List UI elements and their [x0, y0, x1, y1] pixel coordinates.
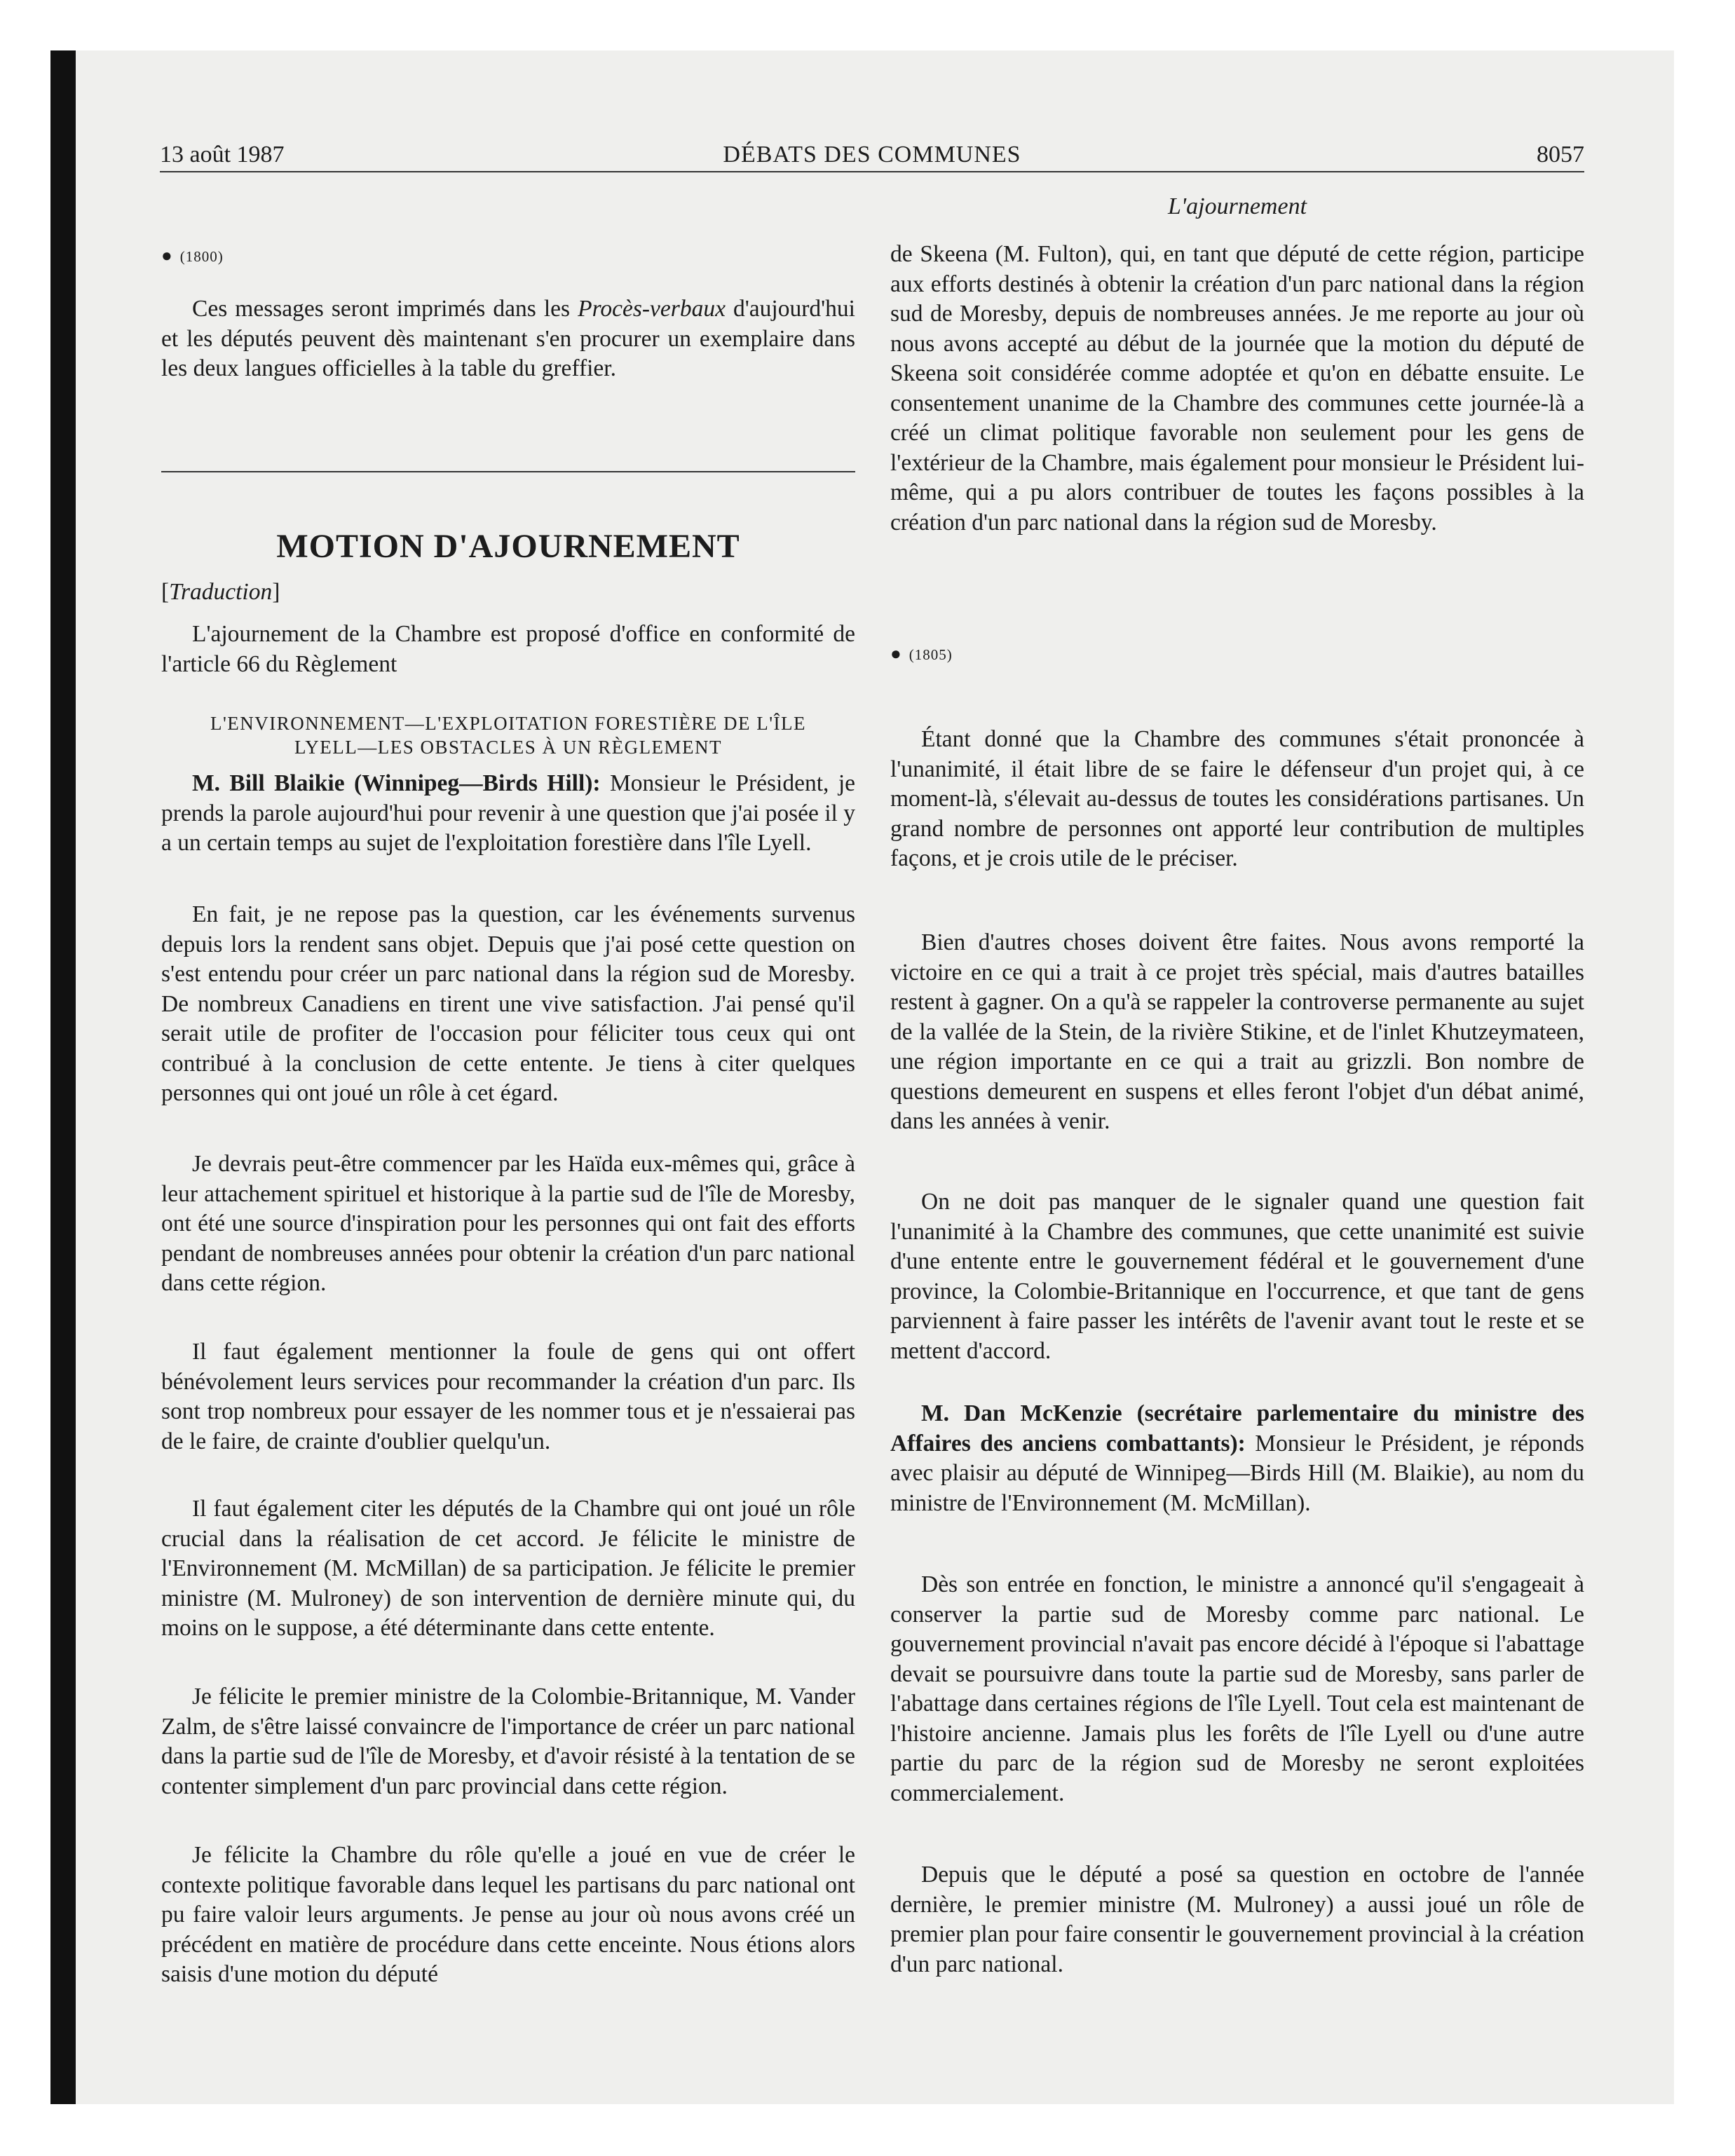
- header-publication: DÉBATS DES COMMUNES: [723, 142, 1021, 168]
- paragraph-unanimite: Étant donné que la Chambre des communes s'était prononcée à l'unanimité, il était libre de se faire le défenseur d'un projet qui, à ce moment-là, s'élevait au-dessus de toutes les considérations partisanes. Un grand nombre de personnes ont apporté leur contribution de multiples façons, et je crois utile de le préciser.: [890, 726, 1584, 871]
- speaker-blaikie: M. Bill Blaikie (Winnipeg—Birds Hill):: [192, 770, 601, 796]
- topic-heading-line-2: LYELL—LES OBSTACLES À UN RÈGLEMENT: [294, 737, 723, 758]
- paragraph-blaikie-4: Il faut également mentionner la foule de gens qui ont offert bénévolement leurs services pour recommander la création d'un parc. Ils sont trop nombreux pour essayer de les nommer tous et je n'essaierai pas de le faire, de crainte d'oublier quelqu'un.: [161, 1339, 855, 1454]
- paragraph-blaikie-3: Je devrais peut-être commencer par les Haïda eux-mêmes qui, grâce à leur attachement spirituel et historique à la partie sud de l'île de Moresby, ont été une source d'inspiration pour les personnes qui ont fait des efforts pendant de nombreuses années pour obtenir la création d'un parc national dans cette région.: [161, 1151, 855, 1296]
- paragraph-mckenzie-intro: [890, 1399, 1584, 1518]
- paragraph-adjournment: L'ajournement de la Chambre est proposé d'office en conformité de l'article 66 du Règlement: [161, 621, 855, 677]
- bracket-open: [: [161, 579, 170, 605]
- time-marker-label: (1805): [909, 646, 953, 663]
- paragraph-messages: [161, 294, 855, 384]
- para1-italic: Procès-verbaux: [578, 296, 726, 322]
- paragraph-blaikie-7: Je félicite la Chambre du rôle qu'elle a joué en vue de créer le contexte politique favorable dans lequel les partisans du parc national ont pu faire valoir leurs arguments. Je pense au jour où nous avons créé un précédent en matière de procédure dans cette enceinte. Nous étions alors saisis d'une motion du député: [161, 1842, 855, 1987]
- paragraph-mckenzie-2: Dès son entrée en fonction, le ministre a annoncé qu'il s'engageait à conserver la partie sud de Moresby comme parc national. Le gouvernement provincial n'avait pas encore décidé à l'époque si l'abattage devait se poursuivre dans toute la partie sud de Moresby, sans parler de l'abattage dans certaines régions de l'île Lyell. Tout cela est maintenant de l'histoire ancienne. Jamais plus les forêts de l'île Lyell ou d'une autre partie du parc de la région sud de Moresby ne seront exploitées commercialement.: [890, 1571, 1584, 1806]
- para1-text-post: d'aujourd'hui et les députés peuvent dès maintenant s'en procurer un exemplaire dans les deux langues officielles à la table du greffier.: [161, 296, 855, 381]
- column-subhead: L'ajournement: [1167, 193, 1307, 219]
- para1-text: Ces messages seront imprimés dans les: [192, 296, 578, 322]
- paragraph-autres-choses: Bien d'autres choses doivent être faites. Nous avons remporté la victoire en ce qui a trait à ce projet très spécial, mais d'autres batailles restent à gagner. On a qu'à se rappeler la controverse permanente au sujet de la vallée de la Stein, de la rivière Stikine, et de l'inlet Khutzeymateen, une région importante en ce qui a trait au grizzli. Bon nombre de questions demeurent en suspens et elles feront l'objet d'un débat animé, dans les années à venir.: [890, 929, 1584, 1134]
- topic-heading: [161, 711, 855, 759]
- bullet-icon: ●: [161, 245, 173, 266]
- bullet-icon: ●: [890, 643, 902, 664]
- paragraph-blaikie-intro: [161, 769, 855, 859]
- mckenzie-text: Monsieur le Président, je réponds avec plaisir au député de Winnipeg—Birds Hill (M. Blaikie), au nom du ministre de l'Environnement (M. McMillan).: [890, 1430, 1584, 1516]
- traduction-note: [161, 578, 855, 608]
- time-marker-1805: [890, 638, 1584, 670]
- section-title: MOTION D'AJOURNEMENT: [276, 528, 740, 565]
- blaikie-text: Monsieur le Président, je prends la parole aujourd'hui pour revenir à une question que j'ai posée il y a un certain temps au sujet de l'exploitation forestière dans l'île Lyell.: [161, 770, 855, 856]
- paragraph-mckenzie-3: Depuis que le député a posé sa question en octobre de l'année dernière, le premier ministre (M. Mulroney) a aussi joué un rôle de premier plan pour faire consentir le gouvernement provincial à la création d'un parc national.: [890, 1862, 1584, 1977]
- time-marker-label: (1800): [179, 248, 224, 265]
- paragraph-blaikie-2: En fait, je ne repose pas la question, car les événements survenus depuis lors la rendent sans objet. Depuis que j'ai posé cette question on s'est entendu pour créer un parc national dans la région sud de Moresby. De nombreux Canadiens en tirent une vive satisfaction. J'ai pensé qu'il serait utile de profiter de l'occasion pour féliciter tous ceux qui ont contribué à la conclusion de cette entente. Je tiens à citer quelques personnes qui ont joué un rôle à cet égard.: [161, 901, 855, 1106]
- section-divider: [161, 471, 855, 472]
- scan-edge: [50, 50, 76, 2104]
- header-page-number: 8057: [1537, 142, 1584, 168]
- paragraph-skeena: de Skeena (M. Fulton), qui, en tant que député de cette région, participe aux efforts destinés à obtenir la création d'un parc national dans la région sud de Moresby, depuis de nombreuses années. Je me reporte au jour où nous avons accepté au début de la journée que la motion du député de Skeena soit considérée comme adoptée et qu'on en débatte ensuite. Le consentement unanime de la Chambre des communes cette journée-là a créé un climat politique favorable non seulement pour les gens de l'extérieur de la Chambre, mais également pour monsieur le Président lui-même, qui a pu alors contribuer de toutes les façons possibles à la création d'un parc national dans la région sud de Moresby.: [890, 241, 1584, 535]
- time-marker-1800: [161, 240, 855, 272]
- paragraph-blaikie-6: Je félicite le premier ministre de la Colombie-Britannique, M. Vander Zalm, de s'être laissé convaincre de l'importance de créer un parc national dans la partie sud de l'île de Moresby, et d'avoir résisté à la tentation de se contenter simplement d'un parc provincial dans cette région.: [161, 1684, 855, 1799]
- header-date: 13 août 1987: [160, 142, 285, 168]
- topic-heading-line-1: L'ENVIRONNEMENT—L'EXPLOITATION FORESTIÈRE DE L'ÎLE: [210, 713, 807, 734]
- paragraph-blaikie-5: Il faut également citer les députés de la Chambre qui ont joué un rôle crucial dans la réalisation de cet accord. Je félicite le ministre de l'Environnement (M. McMillan) de sa participation. Je félicite le premier ministre (M. Mulroney) de son intervention de dernière minute qui, du moins on le suppose, a été déterminante dans cette entente.: [161, 1496, 855, 1641]
- running-header: [160, 139, 1584, 172]
- paragraph-signaler: On ne doit pas manquer de le signaler quand une question fait l'unanimité à la Chambre des communes, que cette unanimité est suivie d'une entente entre le gouvernement fédéral et le gouvernement d'une province, la Colombie-Britannique en l'occurrence, et que tant de gens parviennent à faire passer les intérêts de l'avenir avant tout le reste et se mettent d'accord.: [890, 1189, 1584, 1364]
- speaker-mckenzie: M. Dan McKenzie (secrétaire parlementaire du ministre des Affaires des anciens combattants):: [890, 1400, 1584, 1456]
- traduction-label: Traduction: [169, 579, 273, 605]
- bracket-close: ]: [272, 579, 280, 605]
